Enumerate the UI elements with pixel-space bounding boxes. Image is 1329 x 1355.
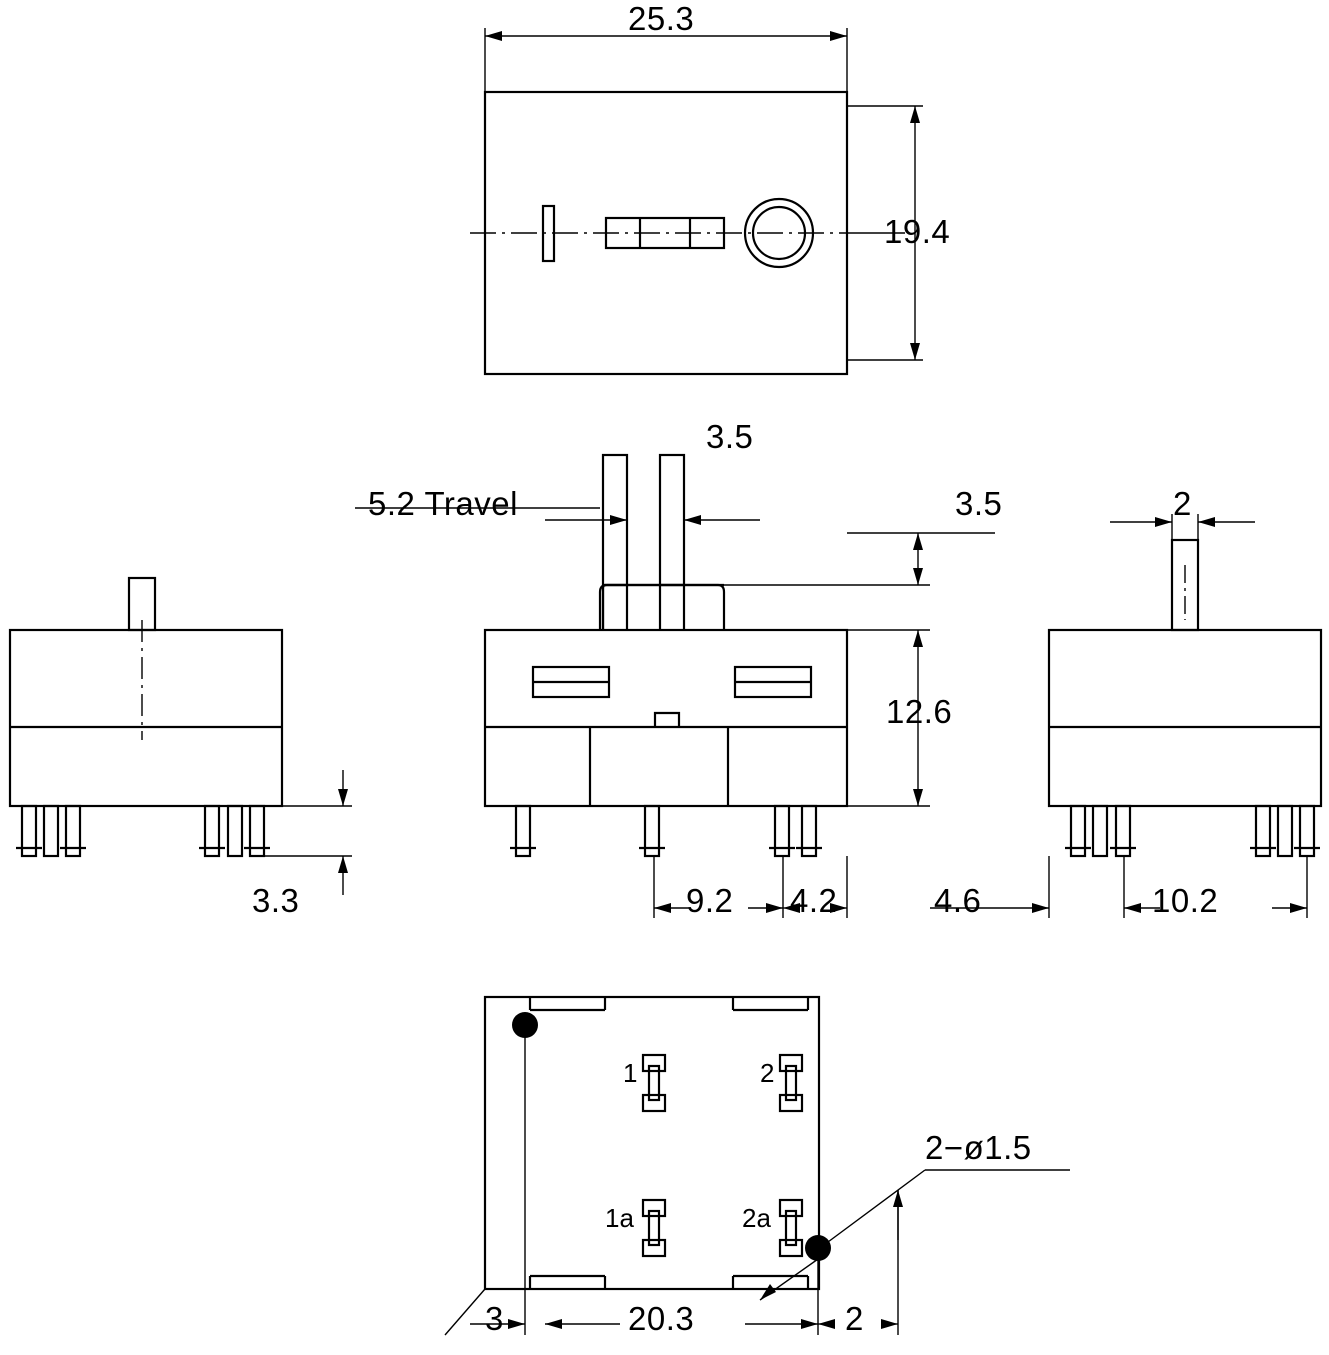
dim-side-b: 10.2 bbox=[1152, 882, 1219, 919]
dim-bottom-edge-right: 2 bbox=[845, 1300, 864, 1337]
dim-top-height: 19.4 bbox=[884, 213, 951, 250]
dim-top-width: 25.3 bbox=[628, 0, 695, 37]
terminal-label-2a: 2a bbox=[742, 1203, 771, 1233]
front-view-geometry bbox=[355, 455, 995, 918]
right-side-view-geometry bbox=[930, 514, 1321, 918]
dim-bottom-edge-left: 3 bbox=[485, 1300, 504, 1337]
dim-actuator-height: 3.5 bbox=[955, 485, 1003, 522]
dim-pin-length: 3.3 bbox=[252, 882, 300, 919]
terminal-label-2: 2 bbox=[760, 1058, 775, 1088]
top-view-geometry bbox=[470, 28, 923, 374]
bottom-view-geometry bbox=[445, 997, 1070, 1335]
dim-right-actuator-width: 2 bbox=[1173, 485, 1192, 522]
dim-pin-pitch-b: 4.2 bbox=[790, 882, 838, 919]
dim-travel: 5.2 Travel bbox=[368, 485, 518, 522]
dim-body-height: 12.6 bbox=[886, 693, 953, 730]
left-side-view-geometry bbox=[10, 578, 352, 895]
terminal-label-1a: 1a bbox=[605, 1203, 634, 1233]
dim-side-a: 4.6 bbox=[934, 882, 982, 919]
dim-actuator-width: 3.5 bbox=[706, 418, 754, 455]
dim-bottom-width: 20.3 bbox=[628, 1300, 695, 1337]
dim-pin-pitch-a: 9.2 bbox=[686, 882, 734, 919]
terminal-label-1: 1 bbox=[623, 1058, 638, 1088]
note-mounting-holes: 2−ø1.5 bbox=[925, 1129, 1032, 1166]
